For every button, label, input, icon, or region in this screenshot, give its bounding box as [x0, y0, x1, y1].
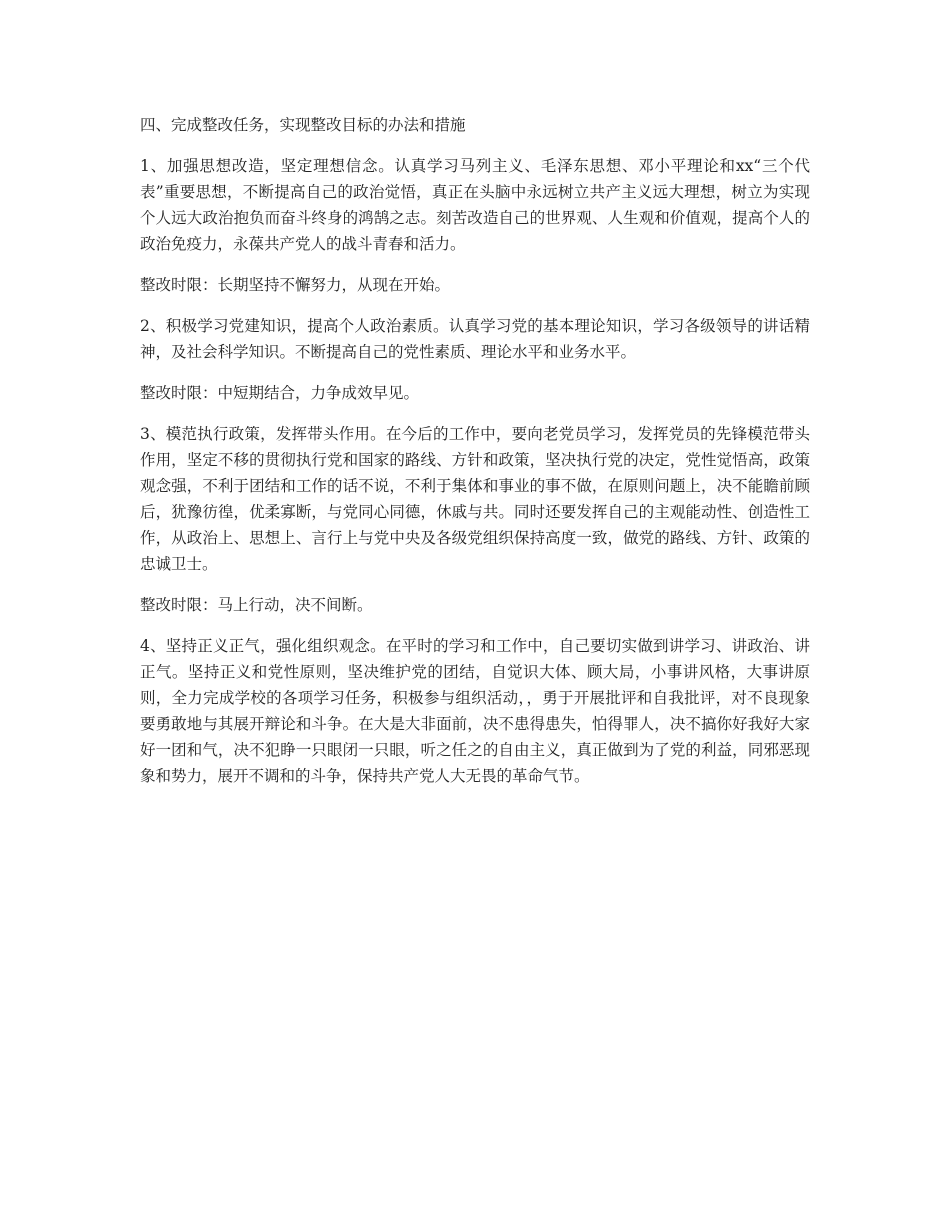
measure-3-paragraph: 3、模范执行政策，发挥带头作用。在今后的工作中，要向老党员学习，发挥党员的先锋模范带头作用，坚定不移的贯彻执行党和国家的路线、方针和政策，坚决执行党的决定，党性觉悟高，政策观念强，不利于团结和工作的话不说，不利于集体和事业的事不做，在原则问题上，决不能瞻前顾后，犹豫彷徨，优柔寡断，与党同心同德，休戚与共。同时还要发挥自己的主观能动性、创造性工作，从政治上、思想上、言行上与党中央及各级党组织保持高度一致，做党的路线、方针、政策的忠诚卫士。 [140, 425, 810, 573]
measure-1-paragraph: 1、加强思想改造，坚定理想信念。认真学习马列主义、毛泽东思想、邓小平理论和xx“三个代表”重要思想，不断提高自己的政治觉悟，真正在头脑中永远树立共产主义远大理想，树立为实现个人远大政治抱负而奋斗终身的鸿鹄之志。刻苦改造自己的世界观、人生观和价值观，提高个人的政治免疫力，永葆共产党人的战斗青春和活力。 [140, 157, 810, 253]
document-body [140, 112, 810, 804]
measure-2-paragraph: 2、积极学习党建知识，提高个人政治素质。认真学习党的基本理论知识，学习各级领导的讲话精神，及社会科学知识。不断提高自己的党性素质、理论水平和业务水平。 [140, 317, 810, 361]
measure-3-deadline: 整改时限：马上行动，决不间断。 [140, 596, 373, 614]
section-heading: 四、完成整改任务，实现整改目标的办法和措施 [140, 116, 466, 134]
measure-2-deadline: 整改时限：中短期结合，力争成效早见。 [140, 384, 420, 402]
measure-1-deadline: 整改时限：长期坚持不懈努力，从现在开始。 [140, 276, 451, 294]
measure-4-paragraph: 4、坚持正义正气，强化组织观念。在平时的学习和工作中，自己要切实做到讲学习、讲政治、讲正气。坚持正义和党性原则，坚决维护党的团结，自觉识大体、顾大局，小事讲风格，大事讲原则，全力完成学校的各项学习任务，积极参与组织活动，，勇于开展批评和自我批评，对不良现象要勇敢地与其展开辩论和斗争。在大是大非面前，决不患得患失，怕得罪人，决不搞你好我好大家好一团和气，决不犯睁一只眼闭一只眼，听之任之的自由主义，真正做到为了党的利益，同邪恶现象和势力，展开不调和的斗争，保持共产党人大无畏的革命气节。 [140, 637, 810, 785]
